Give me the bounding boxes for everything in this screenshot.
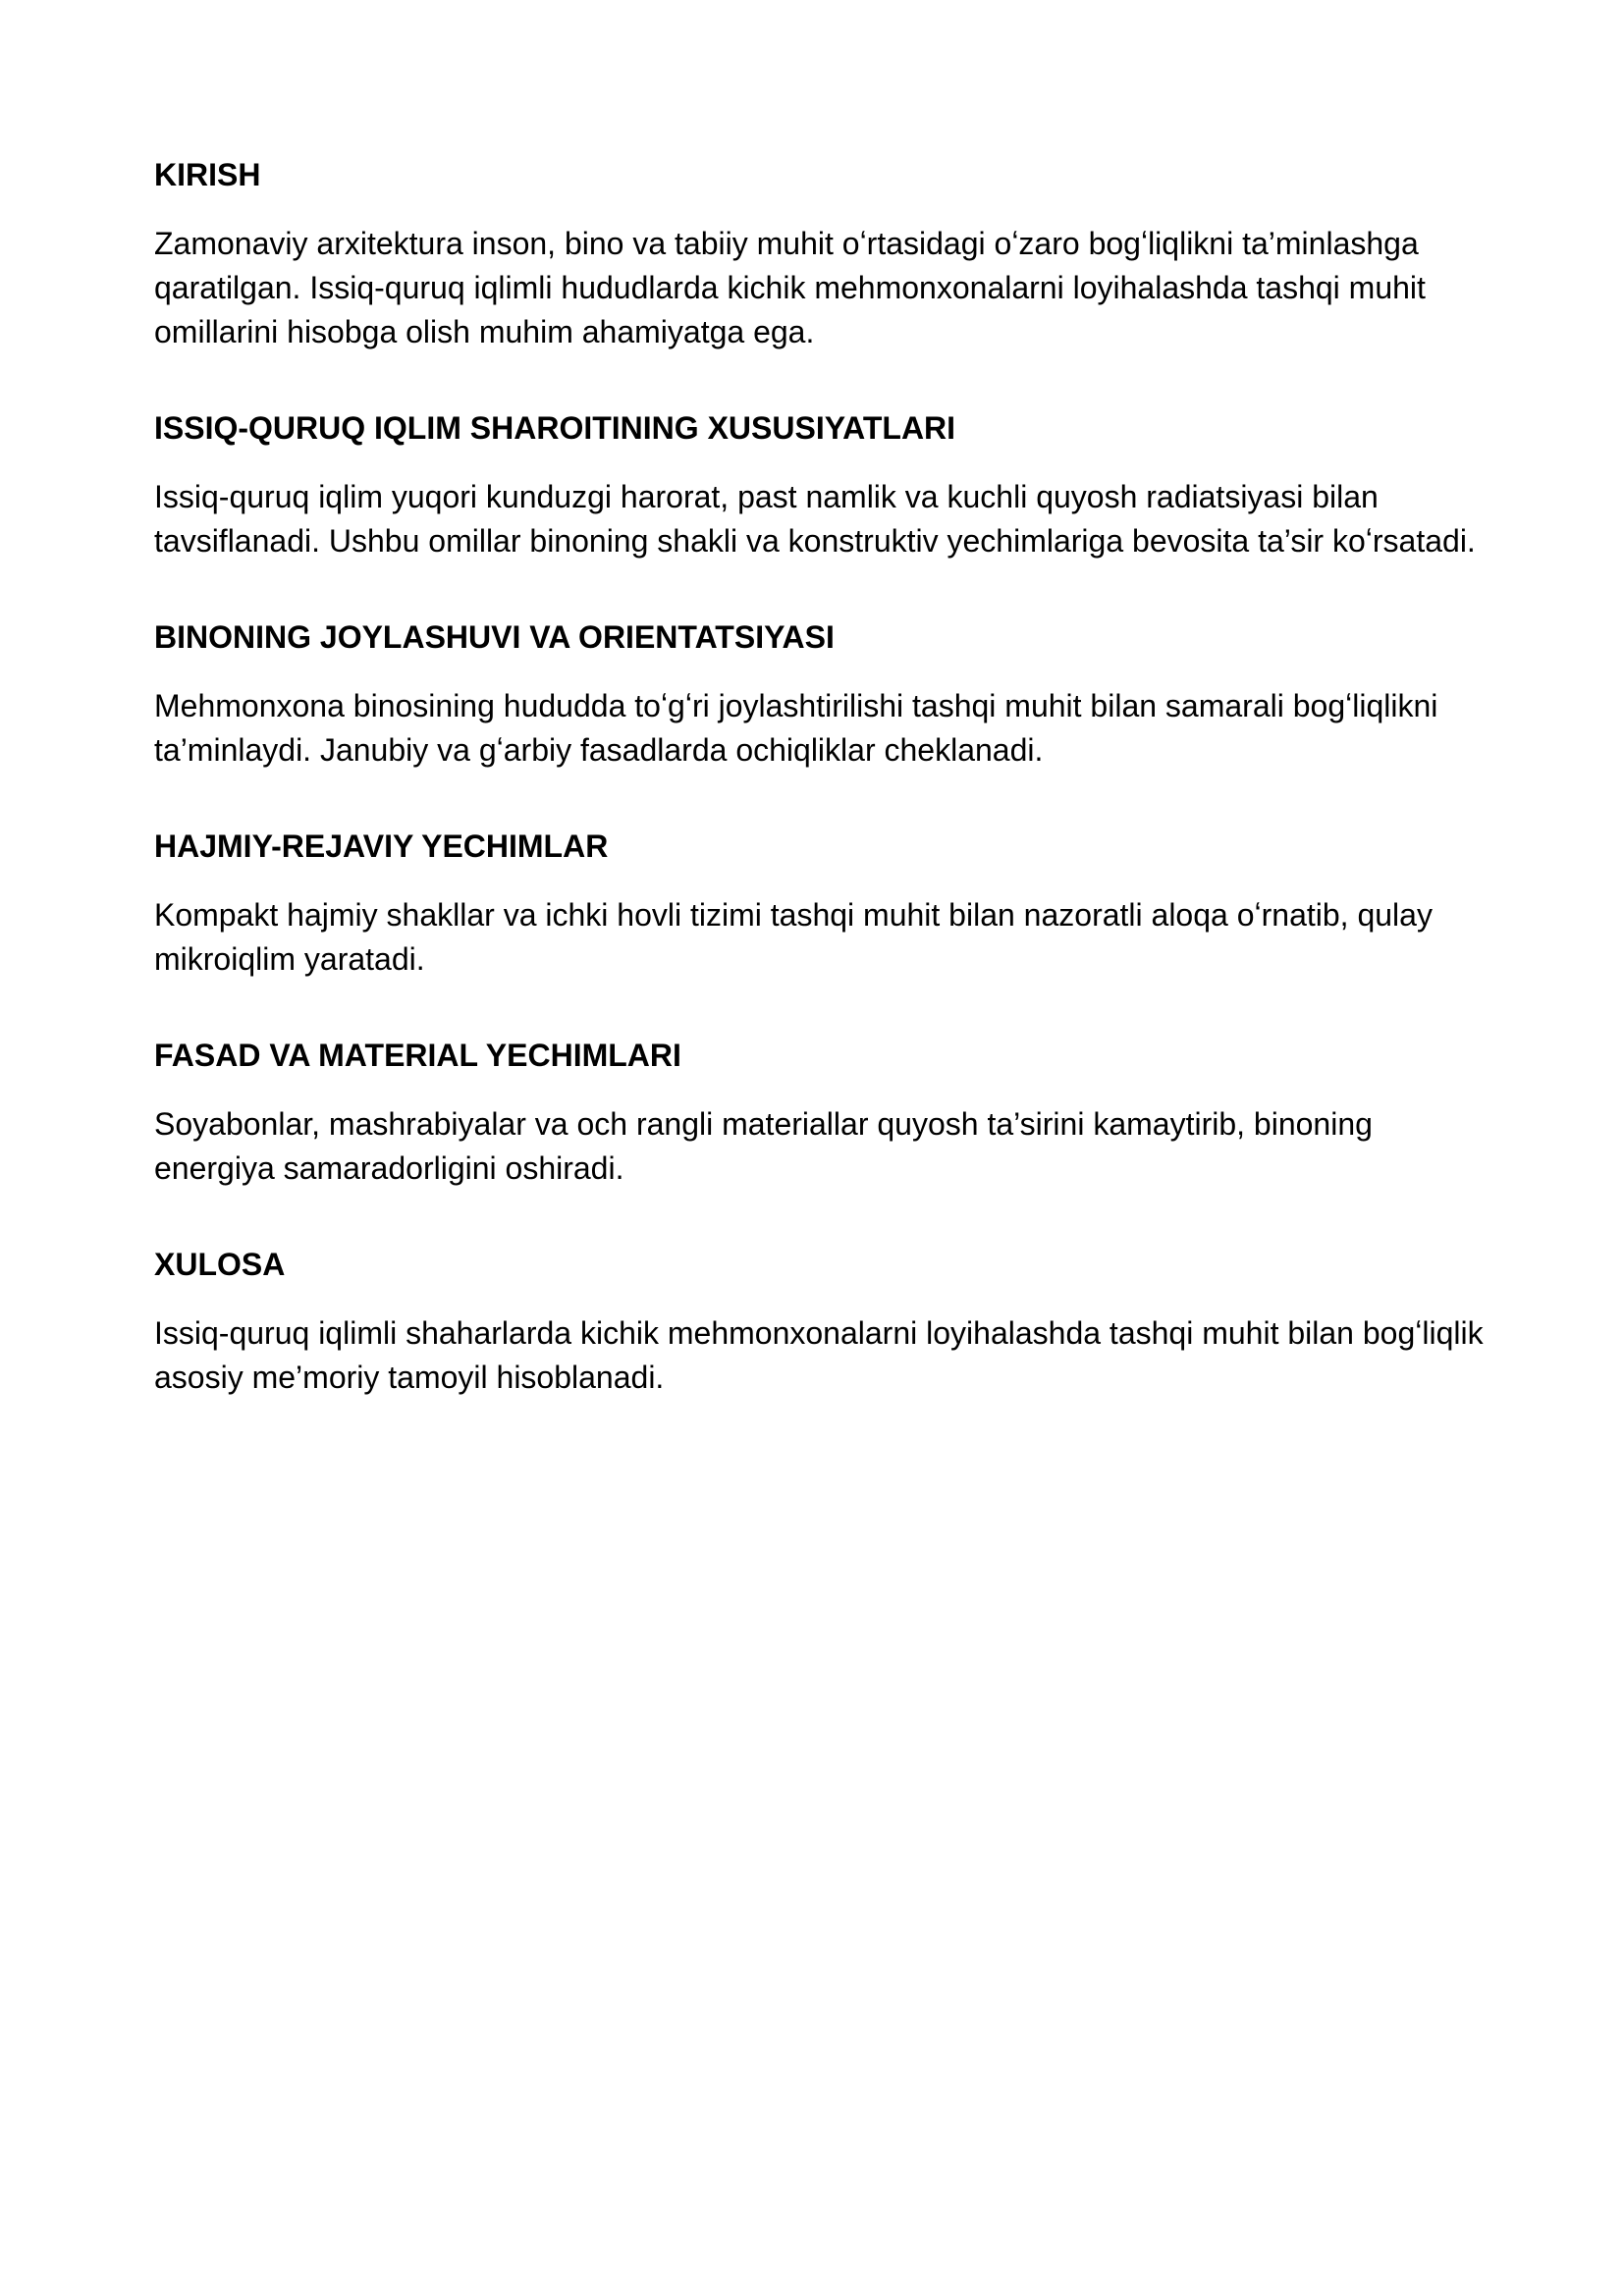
section-paragraph: Mehmonxona binosining hududda toʻgʻri joylashtirilishi tashqi muhit bilan samarali bogʻliqlikni ta’minlaydi. Janubiy va gʻarbiy fasadlarda ochiqliklar cheklanadi. <box>154 688 1438 768</box>
section-climate-features <box>154 405 1496 563</box>
section-volume-planning <box>154 824 1496 982</box>
section-paragraph: Kompakt hajmiy shakllar va ichki hovli tizimi tashqi muhit bilan nazoratli aloqa oʻrnatib, qulay mikroiqlim yaratadi. <box>154 897 1433 977</box>
section-heading: XULOSA <box>154 1247 286 1282</box>
section-conclusion <box>154 1242 1496 1400</box>
section-heading: FASAD VA MATERIAL YECHIMLARI <box>154 1038 681 1073</box>
section-heading: ISSIQ-QURUQ IQLIM SHAROITINING XUSUSIYATLARI <box>154 410 956 446</box>
section-paragraph: Soyabonlar, mashrabiyalar va och rangli materiallar quyosh ta’sirini kamaytirib, binoning energiya samaradorligini oshiradi. <box>154 1106 1373 1186</box>
section-building-orientation <box>154 614 1496 773</box>
section-paragraph: Issiq-quruq iqlim yuqori kunduzgi harorat, past namlik va kuchli quyosh radiatsiyasi bilan tavsiflanadi. Ushbu omillar binoning shakli va konstruktiv yechimlariga bevosita ta’sir koʻrsatadi. <box>154 479 1476 559</box>
section-facade-materials <box>154 1033 1496 1191</box>
section-paragraph: Issiq-quruq iqlimli shaharlarda kichik mehmonxonalarni loyihalashda tashqi muhit bilan bogʻliqlik asosiy me’moriy tamoyil hisoblanadi. <box>154 1315 1484 1395</box>
section-heading: HAJMIY-REJAVIY YECHIMLAR <box>154 828 609 864</box>
section-heading: BINONING JOYLASHUVI VA ORIENTATSIYASI <box>154 619 835 655</box>
section-kirish <box>154 152 1496 354</box>
section-heading: KIRISH <box>154 157 261 192</box>
section-paragraph: Zamonaviy arxitektura inson, bino va tabiiy muhit oʻrtasidagi oʻzaro bogʻliqlikni ta’minlashga qaratilgan. Issiq-quruq iqlimli hududlarda kichik mehmonxonalarni loyihalashda tashqi muhit omillarini hisobga olish muhim ahamiyatga ega. <box>154 226 1426 349</box>
